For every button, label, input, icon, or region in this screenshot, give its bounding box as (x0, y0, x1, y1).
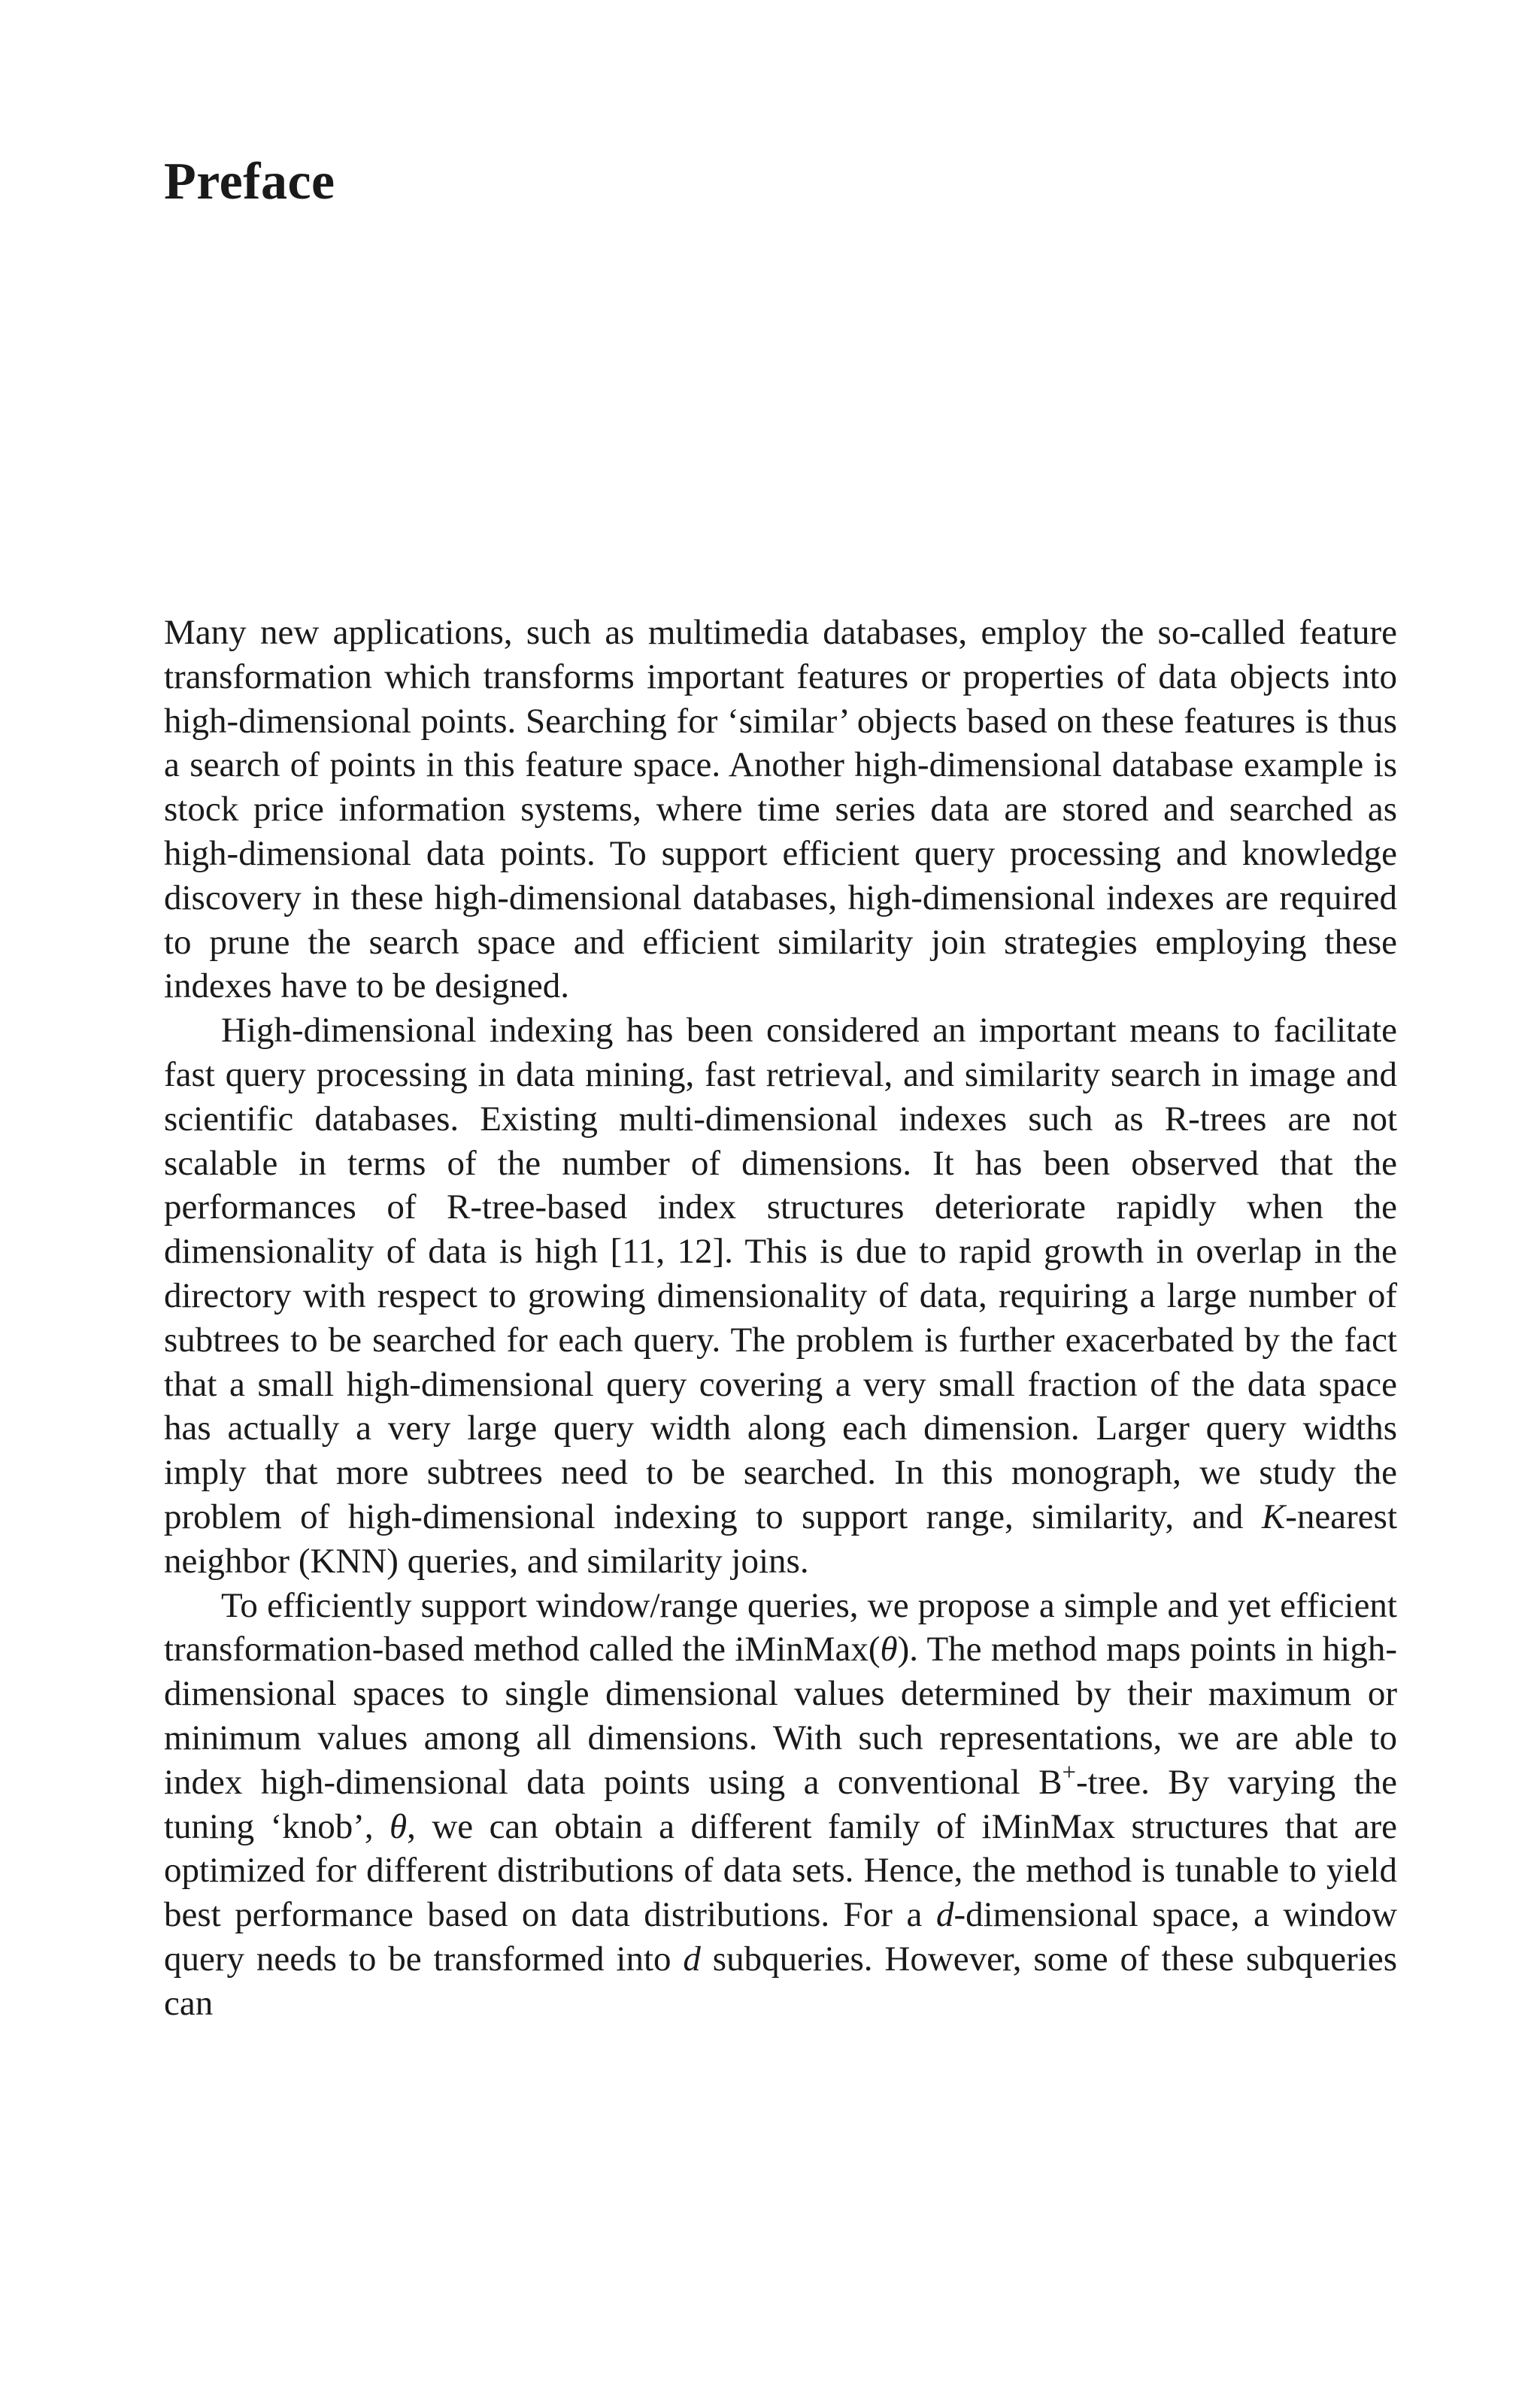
paragraph-2-text-a: High-dimensional indexing has been considered an important means to facilitate fast query processing in data mining, fast retrieval, and similarity search in image and scientific databases. Existing multi-dimensional indexes such as R-trees are not scalable in terms of the number of dimensions. It has been observed that the performances of R-tree-based index structures deteriorate rapidly when the dimensionality of data is high [11, 12]. This is due to rapid growth in overlap in the directory with respect to growing dimensionality of data, requiring a large number of subtrees to be searched for each query. The problem is further exacerbated by the fact that a small high-dimensional query covering a very small fraction of the data space has actually a very large query width along each dimension. Larger query widths imply that more subtrees need to be searched. In this monograph, we study the problem of high-dimensional indexing to support range, similarity, and (164, 1011, 1397, 1536)
math-d: d (935, 1895, 954, 1935)
paragraph-3 (164, 1584, 1397, 2026)
paragraph-3-text-d: , we can obtain a different family of iMinMax structures that are optimized for different distributions of data sets. Hence, the method is tunable to yield best performance based on data distributions. For a (164, 1806, 1397, 1935)
paragraph-3-text-a: To efficiently support window/range queries, we propose a simple and yet efficient transformation-based method called the iMinMax( (164, 1585, 1397, 1670)
superscript-plus: + (1062, 1758, 1077, 1786)
paragraph-1 (164, 611, 1397, 1008)
paragraph-2-text-b: -nearest neighbor (KNN) queries, and similarity joins. (164, 1497, 1397, 1581)
paragraph-3-text-e: -dimensional space, a window query needs to be transformed into (164, 1895, 1397, 1979)
math-k: K (1261, 1497, 1286, 1536)
paragraph-2 (164, 1008, 1397, 1583)
page-title: Preface (164, 153, 335, 211)
paragraph-3-text-f: subqueries. However, some of these subqueries can (164, 1939, 1397, 2023)
math-theta: θ (880, 1630, 898, 1670)
preface-body (164, 611, 1397, 2026)
paragraph-3-text-c: -tree. By varying the tuning ‘knob’, (164, 1762, 1398, 1846)
math-d-subqueries: d (683, 1939, 701, 1979)
paragraph-3-text-b: ). The method maps points in high-dimensional spaces to single dimensional values determined by their maximum or minimum values among all dimensions. With such representations, we are able to index high-dimensional data points using a conventional B (164, 1630, 1397, 1802)
math-theta-knob: θ (390, 1806, 408, 1846)
paragraph-1-text: Many new applications, such as multimedia databases, employ the so-called feature transformation which transforms important features or properties of data objects into high-dimensional points. Searching for ‘similar’ objects based on these features is thus a search of points in this feature space. Another high-dimensional database example is stock price information systems, where time series data are stored and searched as high-dimensional data points. To support efficient query processing and knowledge discovery in these high-dimensional databases, high-dimensional indexes are required to prune the search space and efficient similarity join strategies employing these indexes have to be designed. (164, 613, 1397, 1006)
